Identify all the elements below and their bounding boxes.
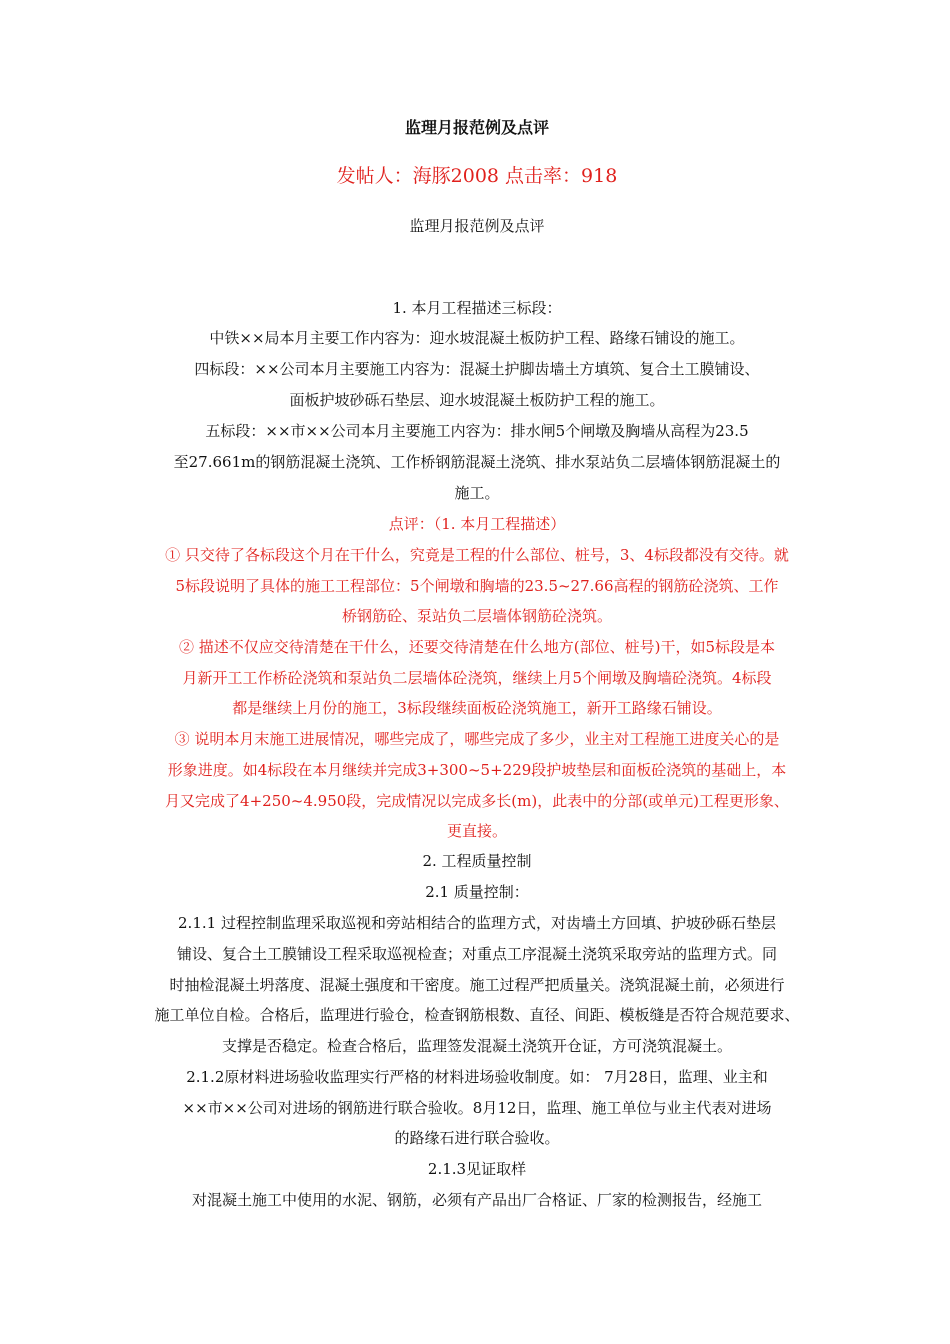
review-line: 月又完成了4+250~4.950段，完成情况以完成多长(m)，此表中的分部(或单元)工程更形象、	[165, 792, 789, 810]
review-line: 形象进度。如4标段在本月继续并完成3+300~5+229段护坡垫层和面板砼浇筑的基础上，本	[167, 761, 787, 779]
section2-line: 施工单位自检。合格后，监理进行验仓，检查钢筋根数、直径、间距、模板缝是否符合规范要求、	[154, 1006, 800, 1024]
section1-line: 施工。	[454, 484, 500, 502]
section1-line: 五标段：××市××公司本月主要施工内容为：排水闸5个闸墩及胸墙从高程为23.5	[205, 422, 749, 440]
review-line: ③ 说明本月末施工进展情况，哪些完成了，哪些完成了多少，业主对工程施工进度关心的是	[174, 730, 780, 748]
section2-subheading: 2.1 质量控制：	[425, 883, 529, 901]
section1-line: 至27.661m的钢筋混凝土浇筑、工作桥钢筋混凝土浇筑、排水泵站负二层墙体钢筋混凝土的	[173, 453, 781, 471]
review-line: 桥钢筋砼、泵站负二层墙体钢筋砼浇筑。	[341, 607, 612, 625]
section2-line: 铺设、复合土工膜铺设工程采取巡视检查；对重点工序混凝土浇筑采取旁站的监理方式。同	[176, 945, 777, 963]
review-heading: 点评：（1. 本月工程描述）	[388, 515, 566, 533]
section2-line: 时抽检混凝土坍落度、混凝土强度和干密度。施工过程严把质量关。浇筑混凝土前，必须进行	[169, 976, 785, 994]
section1-line: 中铁××局本月主要工作内容为：迎水坡混凝土板防护工程、路缘石铺设的施工。	[209, 329, 745, 347]
document-title: 监理月报范例及点评	[404, 118, 549, 137]
section2-line: 2.1.3见证取样	[427, 1160, 527, 1178]
poster-info: 发帖人：海豚2008 点击率：918	[336, 165, 618, 187]
section2-line: 支撑是否稳定。检查合格后，监理签发混凝土浇筑开仓证，方可浇筑混凝土。	[221, 1037, 732, 1055]
review-line: ① 只交待了各标段这个月在干什么，究竟是工程的什么部位、桩号，3、4标段都没有交待。就	[165, 546, 789, 564]
review-line: 更直接。	[446, 822, 507, 840]
section1-heading: 1. 本月工程描述三标段：	[392, 299, 562, 317]
review-line: 月新开工工作桥砼浇筑和泵站负二层墙体砼浇筑，继续上月5个闸墩及胸墙砼浇筑。4标段	[182, 669, 772, 687]
section1-line: 四标段：××公司本月主要施工内容为：混凝土护脚齿墙土方填筑、复合土工膜铺设、	[194, 360, 760, 378]
section1-line: 面板护坡砂砾石垫层、迎水坡混凝土板防护工程的施工。	[289, 391, 665, 409]
section2-heading: 2. 工程质量控制	[422, 852, 532, 870]
review-line: ② 描述不仅应交待清楚在干什么，还要交待清楚在什么地方(部位、桩号)干，如5标段是本	[178, 638, 776, 656]
document-subtitle: 监理月报范例及点评	[409, 217, 545, 235]
section2-line: 2.1.2原材料进场验收监理实行严格的材料进场验收制度。如： 7月28日，监理、业主和	[186, 1068, 768, 1086]
section2-line: 的路缘石进行联合验收。	[394, 1129, 560, 1147]
section2-line: ××市××公司对进场的钢筋进行联合验收。8月12日，监理、施工单位与业主代表对进场	[182, 1099, 772, 1117]
review-line: 都是继续上月份的施工，3标段继续面板砼浇筑施工，新开工路缘石铺设。	[232, 699, 722, 717]
section2-line: 2.1.1 过程控制监理采取巡视和旁站相结合的监理方式，对齿墙土方回填、护坡砂砾石垫层	[178, 914, 776, 932]
review-line: 5标段说明了具体的施工工程部位：5个闸墩和胸墙的23.5~27.66高程的钢筋砼浇筑、工作	[175, 577, 779, 595]
section2-line: 对混凝土施工中使用的水泥、钢筋，必须有产品出厂合格证、厂家的检测报告，经施工	[191, 1191, 762, 1209]
